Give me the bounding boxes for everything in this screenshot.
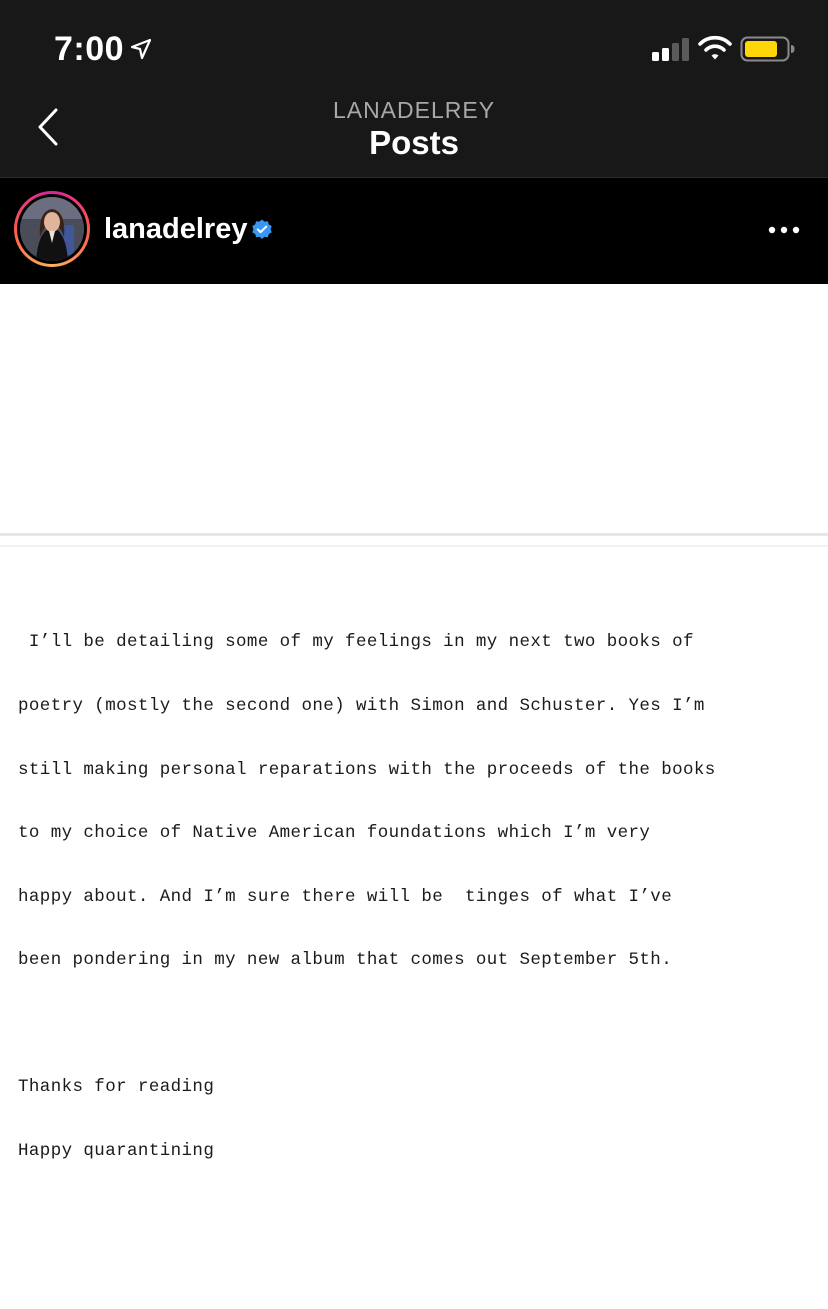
- verified-badge-icon: [251, 219, 273, 246]
- page-title: Posts: [369, 124, 459, 161]
- letter-line: poetry (mostly the second one) with Simon and Schuster. Yes I’m: [18, 696, 705, 717]
- letter-line: I’ll be detailing some of my feelings in my next two books of: [18, 632, 694, 653]
- story-ring[interactable]: [14, 191, 90, 267]
- username[interactable]: lanadelrey: [104, 213, 248, 245]
- letter-line: still making personal reparations with the proceeds of the books: [18, 759, 716, 780]
- status-bar: [0, 0, 828, 92]
- letter-line: happy about. And I’m sure there will be tinges of what I’ve: [18, 886, 673, 907]
- more-options-button[interactable]: [762, 212, 806, 248]
- paper-edge-line: [0, 545, 828, 547]
- location-arrow-icon: [130, 38, 152, 65]
- letter-line: Thanks for reading: [18, 1077, 215, 1098]
- ellipsis-icon: [768, 221, 800, 239]
- battery-icon: [740, 36, 796, 67]
- cellular-signal-icon: [652, 38, 690, 67]
- wifi-icon: [698, 35, 732, 66]
- letter-line: been pondering in my new album that comes out September 5th.: [18, 950, 673, 971]
- nav-subtitle: LANADELREY: [332, 97, 496, 123]
- post-image[interactable]: [0, 284, 828, 1309]
- post-header: [0, 178, 828, 284]
- letter-line: Happy quarantining: [18, 1141, 215, 1162]
- status-time: 7:00: [54, 30, 125, 68]
- avatar[interactable]: [20, 197, 84, 261]
- typewritten-letter: [18, 590, 823, 1205]
- navigation-bar: [0, 92, 828, 178]
- letter-line: to my choice of Native American foundations which I’m very: [18, 823, 651, 844]
- paper-edge-line: [0, 533, 828, 536]
